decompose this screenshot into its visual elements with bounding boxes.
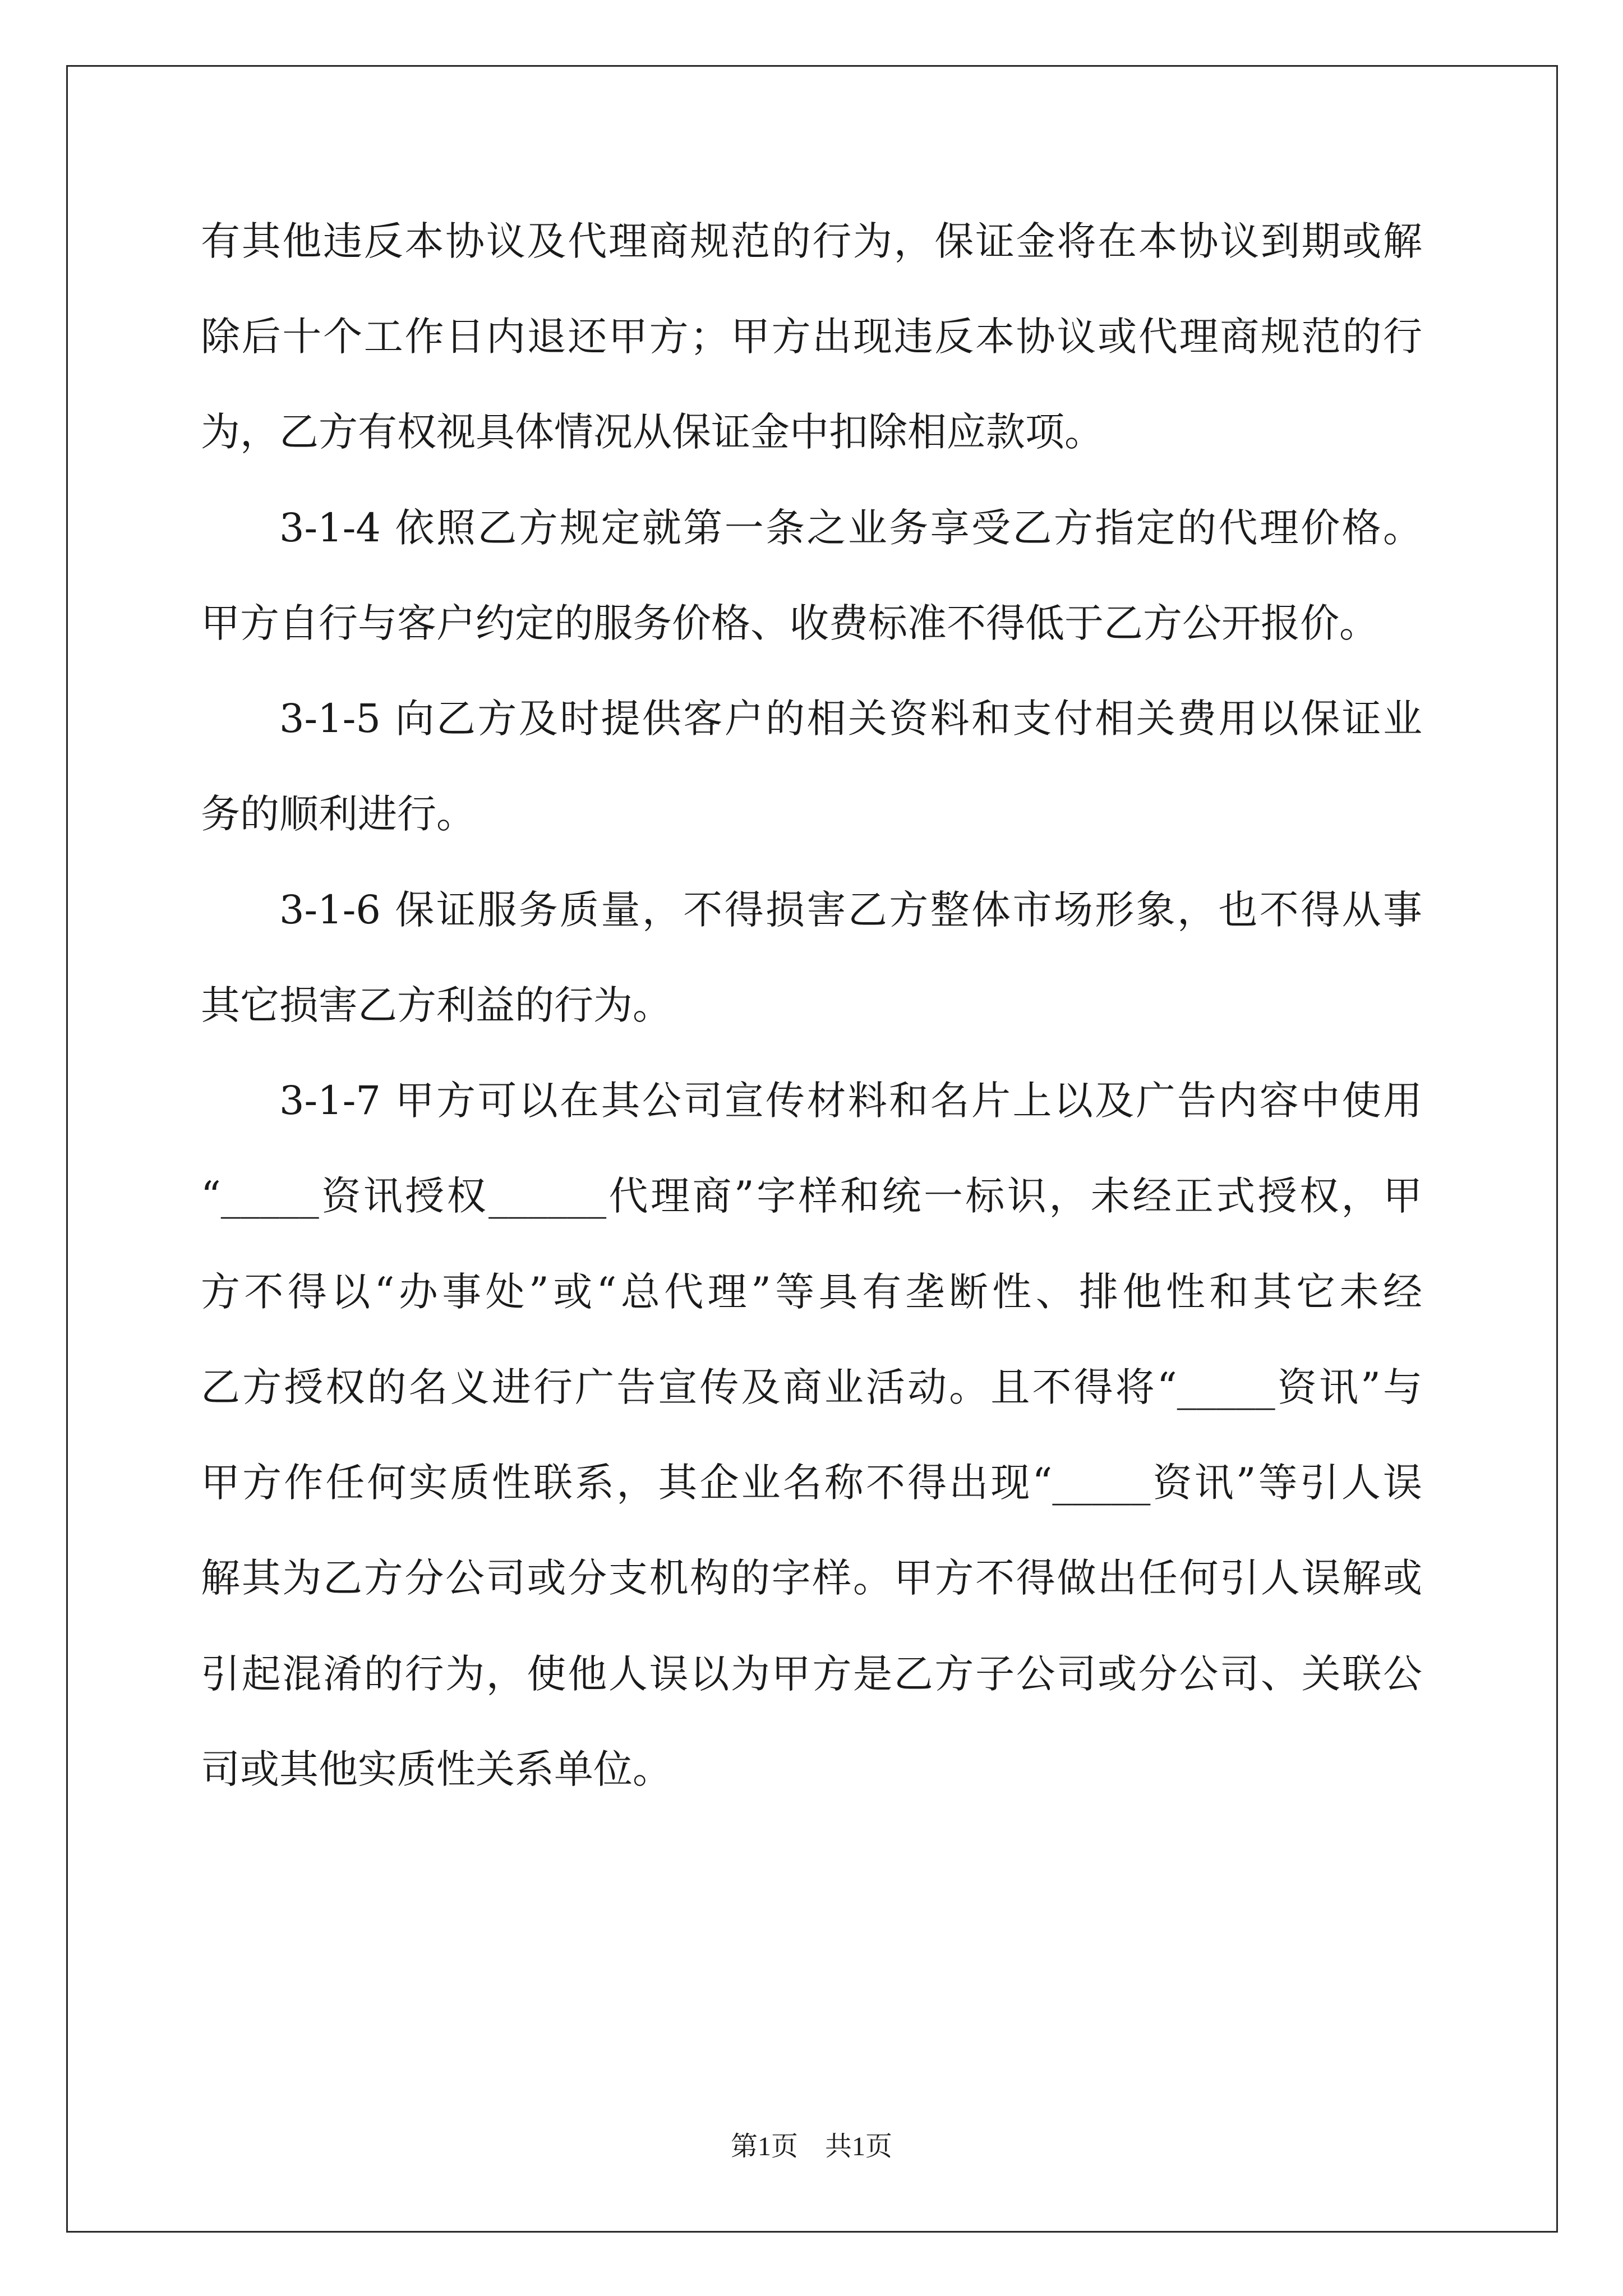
- text-line: 司或其他实质性关系单位。: [201, 1746, 672, 1792]
- text-line: 引起混淆的行为，使他人误以为甲方是乙方子公司或分公司、关联公: [201, 1651, 1422, 1697]
- text-line: 除后十个工作日内退还甲方；甲方出现违反本协议或代理商规范的行: [201, 314, 1422, 360]
- clause-3-1-6: 3-1-6 保证服务质量，不得损害乙方整体市场形象，也不得从事: [279, 887, 1422, 933]
- clause-3-1-7: 3-1-7 甲方可以在其公司宣传材料和名片上以及广告内容中使用: [279, 1078, 1422, 1124]
- text-line: 甲方自行与客户约定的服务价格、收费标准不得低于乙方公开报价。: [201, 600, 1378, 646]
- text-line: 解其为乙方分公司或分支机构的字样。甲方不得做出任何引人误解或: [201, 1555, 1422, 1601]
- text-line: “_____资讯授权______代理商”字样和统一标识，未经正式授权，甲: [201, 1173, 1422, 1219]
- text-line: 有其他违反本协议及代理商规范的行为，保证金将在本协议到期或解: [201, 218, 1422, 264]
- page-number-footer: 第1页 共1页: [730, 2132, 892, 2161]
- clause-3-1-4: 3-1-4 依照乙方规定就第一条之业务享受乙方指定的代理价格。: [279, 505, 1422, 551]
- text-line: 甲方作任何实质性联系，其企业名称不得出现“_____资讯”等引人误: [201, 1460, 1422, 1506]
- text-line: 方不得以“办事处”或“总代理”等具有垄断性、排他性和其它未经: [201, 1269, 1422, 1315]
- text-line: 为，乙方有权视具体情况从保证金中扣除相应款项。: [201, 409, 1104, 455]
- page-frame: [66, 65, 1558, 2233]
- text-line: 乙方授权的名义进行广告宣传及商业活动。且不得将“_____资讯”与: [201, 1364, 1422, 1410]
- text-line: 其它损害乙方利益的行为。: [201, 982, 672, 1028]
- clause-3-1-5: 3-1-5 向乙方及时提供客户的相关资料和支付相关费用以保证业: [279, 696, 1422, 742]
- text-line: 务的顺利进行。: [201, 791, 476, 837]
